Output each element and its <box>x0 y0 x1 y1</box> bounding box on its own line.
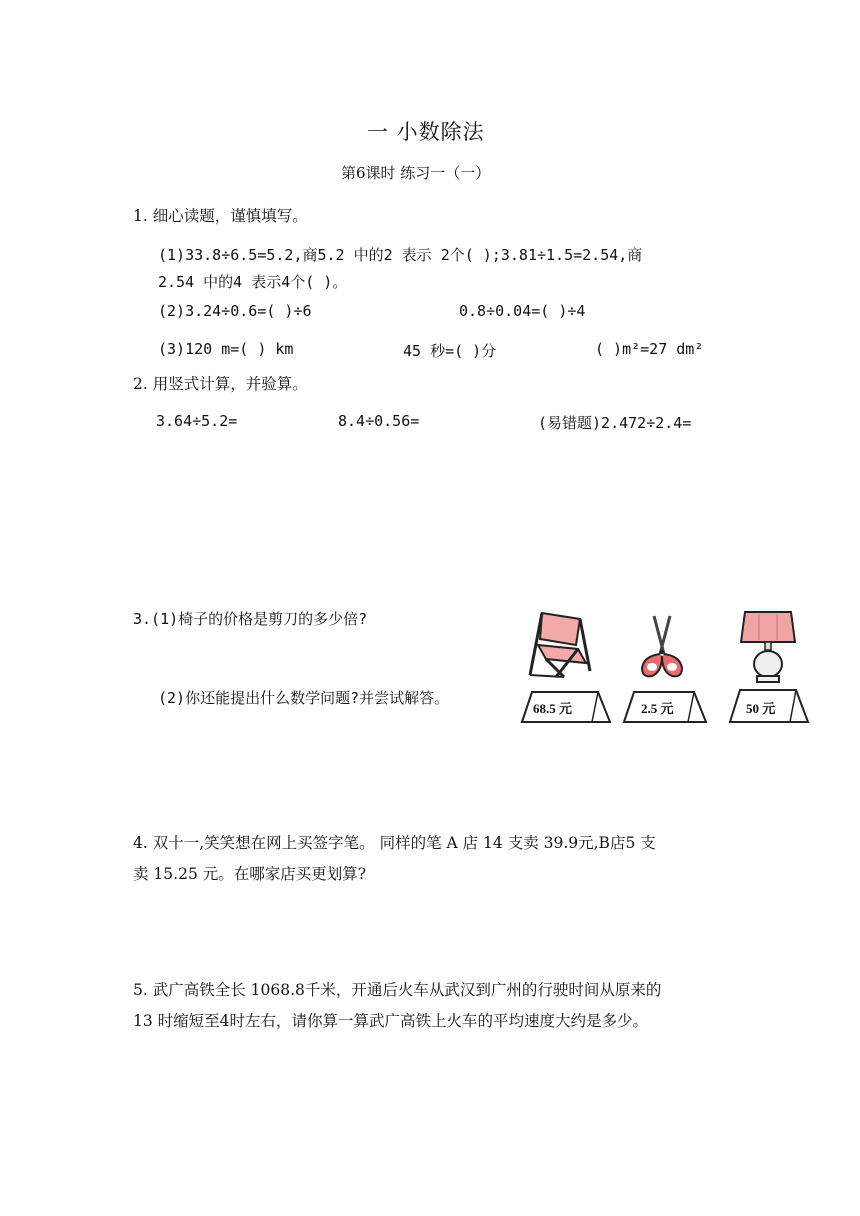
q1-line3-b: 0.8÷0.04=( )÷4 <box>459 302 586 320</box>
q4-line1: 4. 双十一,笑笑想在网上买签字笔。 同样的笔 A 店 14 支卖 39.9元,B店5 支 <box>133 834 656 852</box>
lesson-subtitle: 第6课时 练习一（一） <box>341 164 491 182</box>
q2-heading: 2. 用竖式计算，并验算。 <box>133 375 308 393</box>
q1-line4-a: (3)120 m=( ) km <box>158 340 294 358</box>
q5-line1: 5. 武广高铁全长 1068.8千米，开通后火车从武汉到广州的行驶时间从原来的 <box>133 981 662 999</box>
q3-line1: 3.(1)椅子的价格是剪刀的多少倍? <box>133 610 368 628</box>
page-title: 一 小数除法 <box>367 120 485 144</box>
q1-line2: 2.54 中的4 表示4个( )。 <box>158 273 348 291</box>
price-chair: 68.5 元 <box>533 701 573 716</box>
q4-line2: 卖 15.25 元。在哪家店买更划算? <box>133 865 367 883</box>
q1-line1: (1)33.8÷6.5=5.2,商5.2 中的2 表示 2个( );3.81÷1.5=2.54,商 <box>158 246 643 264</box>
scissors-illustration <box>632 612 692 684</box>
q2-problem-2: 8.4÷0.56= <box>338 412 420 430</box>
price-lamp: 50 元 <box>746 701 776 716</box>
q2-problem-1: 3.64÷5.2= <box>156 412 238 430</box>
lamp-illustration <box>735 608 801 688</box>
q2-problem-3: (易错题)2.472÷2.4= <box>538 414 692 432</box>
q1-line3-a: (2)3.24÷0.6=( )÷6 <box>158 302 312 320</box>
q1-line4-b: 45 秒=( )分 <box>403 342 497 360</box>
q5-line2: 13 时缩短至4时左右，请你算一算武广高铁上火车的平均速度大约是多少。 <box>133 1012 649 1030</box>
q3-line2: (2)你还能提出什么数学问题?并尝试解答。 <box>158 689 450 707</box>
q1-line4-c: ( )m²=27 dm² <box>595 340 704 358</box>
q1-heading: 1. 细心读题，谨慎填写。 <box>133 207 308 225</box>
price-scissors: 2.5 元 <box>641 701 674 716</box>
